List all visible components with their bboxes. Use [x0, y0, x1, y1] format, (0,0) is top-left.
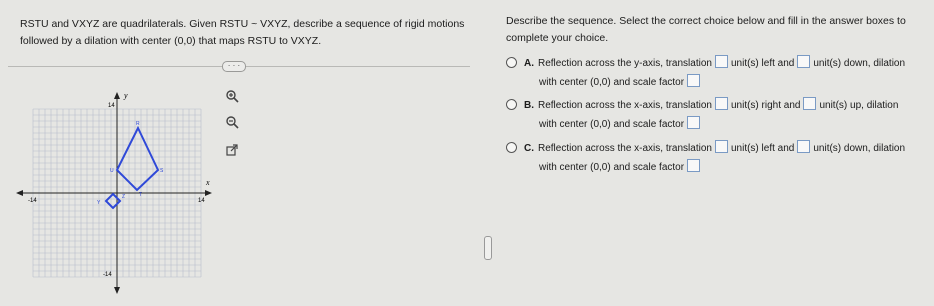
quadrilateral-vxyz — [106, 194, 120, 208]
choice-a-text-4: with center (0,0) and scale factor — [539, 77, 685, 88]
choice-c-text-4: with center (0,0) and scale factor — [539, 162, 685, 173]
y-axis-arrow-up — [114, 92, 120, 99]
y-axis-arrow-down — [114, 287, 120, 294]
vertex-label-r: R — [136, 121, 140, 127]
tick-label-bottom: -14 — [103, 272, 112, 278]
choice-c-answer-box-1[interactable] — [715, 140, 728, 153]
choice-c-answer-box-3[interactable] — [687, 159, 700, 172]
choice-a-radio[interactable] — [506, 57, 517, 68]
choice-a-answer-box-3[interactable] — [687, 74, 700, 87]
x-axis-arrow-left — [16, 190, 23, 196]
instructions-line-1: Describe the sequence. Select the correct choice below and fill in the answer boxes to — [506, 15, 906, 27]
choice-a-answer-box-2[interactable] — [797, 55, 810, 68]
y-axis-label: y — [124, 91, 128, 100]
choice-b-answer-box-1[interactable] — [715, 97, 728, 110]
vertex-label-u: U — [110, 168, 114, 174]
choice-b-text-2: unit(s) right and — [730, 100, 801, 111]
choice-b-text-4: with center (0,0) and scale factor — [539, 119, 685, 130]
tick-label-top: 14 — [108, 103, 115, 109]
choice-c-text-3: unit(s) down, dilation — [813, 143, 906, 154]
panel-resize-handle[interactable] — [484, 236, 492, 260]
choice-b-answer-box-3[interactable] — [687, 116, 700, 129]
choice-b-radio[interactable] — [506, 99, 517, 110]
choice-b-text: Reflection across the x-axis, translation — [538, 100, 712, 111]
choice-c-text-2: unit(s) left and — [730, 143, 795, 154]
choice-a-answer-box-1[interactable] — [715, 55, 728, 68]
choice-a-text-2: unit(s) left and — [730, 58, 795, 69]
x-axis-label: x — [206, 178, 210, 187]
choice-c-radio[interactable] — [506, 142, 517, 153]
choice-a-text-3: unit(s) down, dilation — [813, 58, 906, 69]
choice-c-text: Reflection across the x-axis, translation — [538, 143, 712, 154]
instructions-line-2: complete your choice. — [506, 32, 609, 44]
vertex-label-t: T — [139, 192, 143, 198]
choice-c-letter: C. — [524, 143, 534, 154]
choice-a-letter: A. — [524, 58, 534, 69]
x-axis-arrow-right — [205, 190, 212, 196]
vertex-label-z: Z — [122, 194, 126, 200]
tick-label-left: -14 — [28, 198, 37, 204]
choice-b-text-3: unit(s) up, dilation — [819, 100, 899, 111]
more-button[interactable]: · · · — [222, 61, 246, 72]
tick-label-right: 14 — [198, 198, 205, 204]
choice-b-letter: B. — [524, 100, 534, 111]
zoom-in-icon[interactable] — [224, 89, 240, 105]
choice-b-answer-box-2[interactable] — [803, 97, 816, 110]
question-line-1: RSTU and VXYZ are quadrilaterals. Given RSTU ~ VXYZ, describe a sequence of rigid motions — [20, 18, 465, 30]
question-line-2: followed by a dilation with center (0,0) that maps RSTU to VXYZ. — [20, 35, 322, 47]
vertex-label-y: Y — [97, 200, 101, 206]
popout-icon[interactable] — [224, 143, 240, 159]
choice-a-text: Reflection across the y-axis, translation — [538, 58, 712, 69]
vertex-label-s: S — [160, 168, 164, 174]
coordinate-graph — [0, 88, 215, 294]
choice-c-answer-box-2[interactable] — [797, 140, 810, 153]
instructions — [506, 13, 926, 47]
zoom-out-icon[interactable] — [224, 115, 240, 131]
question-text — [20, 16, 480, 50]
